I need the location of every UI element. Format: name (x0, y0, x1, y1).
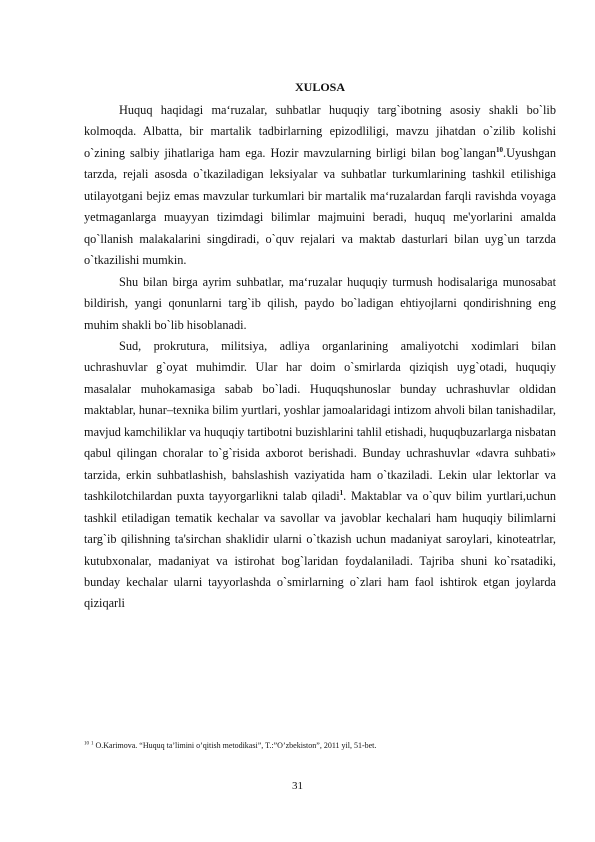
page-number: 31 (292, 780, 303, 792)
body-text (84, 100, 556, 615)
footnote-sub-marker: 1 (91, 741, 94, 747)
footnote (84, 741, 556, 751)
paragraph-2: Shu bilan birga ayrim suhbatlar, ma‘ruzalar huquqiy turmush hodisalariga munosabat bildirish, yangi qonunlarni targ`ib qilish, paydo bo`ladigan ehtiyojlarni qondirishning eng muhim shakli bo`lib hisoblanadi. (84, 274, 556, 332)
paragraph-1 (84, 100, 556, 272)
paragraph-3-text-end: . Maktablar va o`quv bilim yurtlari,uchun tashkil etiladigan tematik kechalar va savollar va javoblar kechalari ham huquqiy bilimlarni targ`ib qilishning ta'sirchan shaklidir ularni o`tkazish uchun madaniyat saroylari, kinoteatrlar, kutubxonalar, madaniyat va istirohat bog`laridan foydalaniladi. Tajriba shuni ko`rsatadiki, bunday kechalar ularni tayyorlashda o`smirlarning o`zlari ham faol ishtirok etgan joylarda qiziqarli (84, 489, 556, 611)
paragraph-1-text-end: .Uyushgan tarzda, rejali asosda o`tkaziladigan leksiyalar va suhbatlar turkumlarining tashkil etilishiga utilayotgani bejiz emas mavzular turkumlari bir martalik ma‘ruzalardan farqli ravishda voyaga yetmaganlarga muayyan tizimdagi bilimlar majmuini beradi, huquq me'yorlarini amalda qo`llanish malakalarini singdiradi, o`quv rejalari va maktab dasturlari bilan uyg`un tarzda o`tkazilishi mumkin. (84, 145, 556, 268)
paragraph-3-text-start: Sud, prokrutura, militsiya, adliya organlarining amaliyotchi xodimlari bilan uchrashuvlar g`oyat muhimdir. Ular har doim o`smirlarda qiziqish uyg`otadi, huquqiy masalalar muhokamasiga sabab bo`ladi. Huquqshunoslar bunday uchrashuvlar oldidan maktablar, hunar–texnika bilim yurtlari, yoshlar jamoalaridagi intizom ahvoli bilan tanishadilar, mavjud kamchiliklar va huquqiy tartibotni buzishlarini tahlil etishadi, huquqbuzarlarga nisbatan qabul qilingan choralar to`g`risida axborot berishadi. Bunday uchrashuvlar «davra suhbati» tarzida, erkin suhbatlashish, bahslashish vaziyatida ham o`tkaziladi. Lekin ular lektorlar va tashkilotchilardan puxta tayyorgarlikni talab qiladi (84, 338, 556, 504)
paragraph-1-text-start: Huquq haqidagi ma‘ruzalar, suhbatlar huquqiy targ`ibotning asosiy shakli bo`lib kolmoqda. Albatta, bir martalik tadbirlarning epizodliligi, mavzu jihatdan o`zilib kolishi o`zining salbiy jihatlariga ham ega. Hozir mavzularning birligi bilan bog`langan (84, 103, 556, 160)
footnote-marker: 10 (84, 741, 89, 747)
footnote-ref-1[interactable]: 1 (339, 489, 344, 498)
paragraph-3 (84, 336, 556, 615)
footnote-ref-10[interactable]: 10 (496, 145, 504, 154)
page-title: XULOSA (294, 80, 345, 94)
footnote-text: O.Karimova. “Huquq ta’limini o’qitish metodikasi”, T.:”O’zbekiston”, 2011 yil, 51-bet. (95, 741, 377, 750)
